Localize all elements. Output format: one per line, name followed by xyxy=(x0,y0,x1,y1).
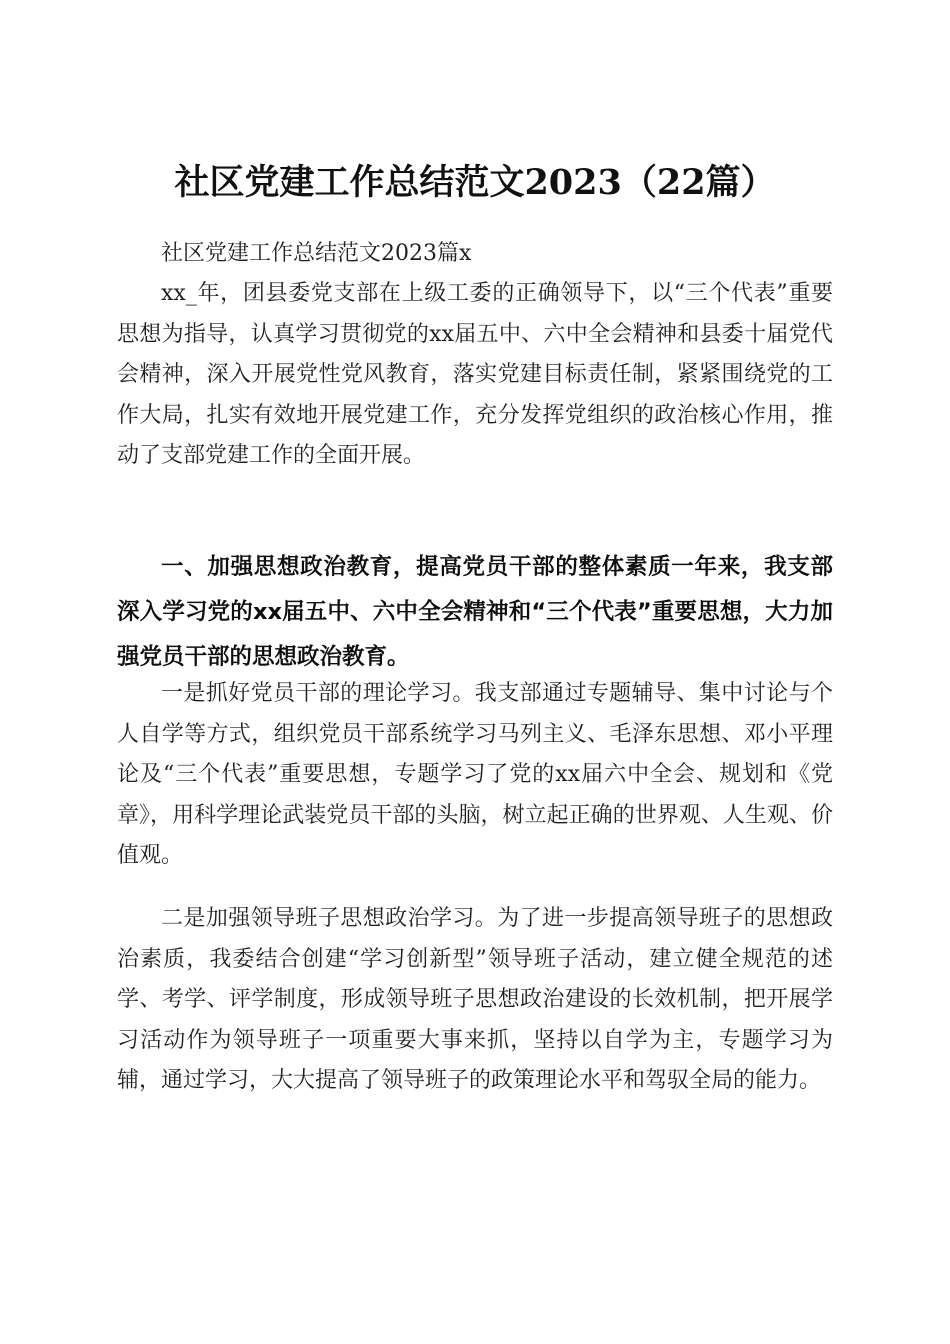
section-heading-paragraph: 一、加强思想政治教育，提高党员干部的整体素质一年来，我支部深入学习党的xx届五中、六中全会精神和“三个代表”重要思想，大力加强党员干部的思想政治教育。 xyxy=(117,554,833,670)
leadership-study-paragraph: 二是加强领导班子思想政治学习。为了进一步提高领导班子的思想政治素质，我委结合创建“学习创新型”领导班子活动，建立健全规范的述学、考学、评学制度，形成领导班子思想政治建设的长效机制，把开展学习活动作为领导班子一项重要大事来抓，坚持以自学为主，专题学习为辅，通过学习，大大提高了领导班子的政策理论水平和驾驭全局的能力。 xyxy=(117,906,833,1093)
intro-paragraph: xx_年，团县委党支部在上级工委的正确领导下，以“三个代表”重要思想为指导，认真学习贯彻党的xx届五中、六中全会精神和县委十届党代会精神，深入开展党性党风教育，落实党建目标责任制，紧紧围绕党的工作大局，扎实有效地开展党建工作，充分发挥党组织的政治核心作用，推动了支部党建工作的全面开展。 xyxy=(117,281,833,468)
theory-study-paragraph: 一是抓好党员干部的理论学习。我支部通过专题辅导、集中讨论与个人自学等方式，组织党员干部系统学习马列主义、毛泽东思想、邓小平理论及“三个代表”重要思想，专题学习了党的xx届六中全会、规划和《党章》，用科学理论武装党员干部的头脑，树立起正确的世界观、人生观、价值观。 xyxy=(117,681,833,868)
article-subtitle: 社区党建工作总结范文2023篇x xyxy=(161,241,472,266)
document-title: 社区党建工作总结范文2023（22篇） xyxy=(174,162,776,204)
